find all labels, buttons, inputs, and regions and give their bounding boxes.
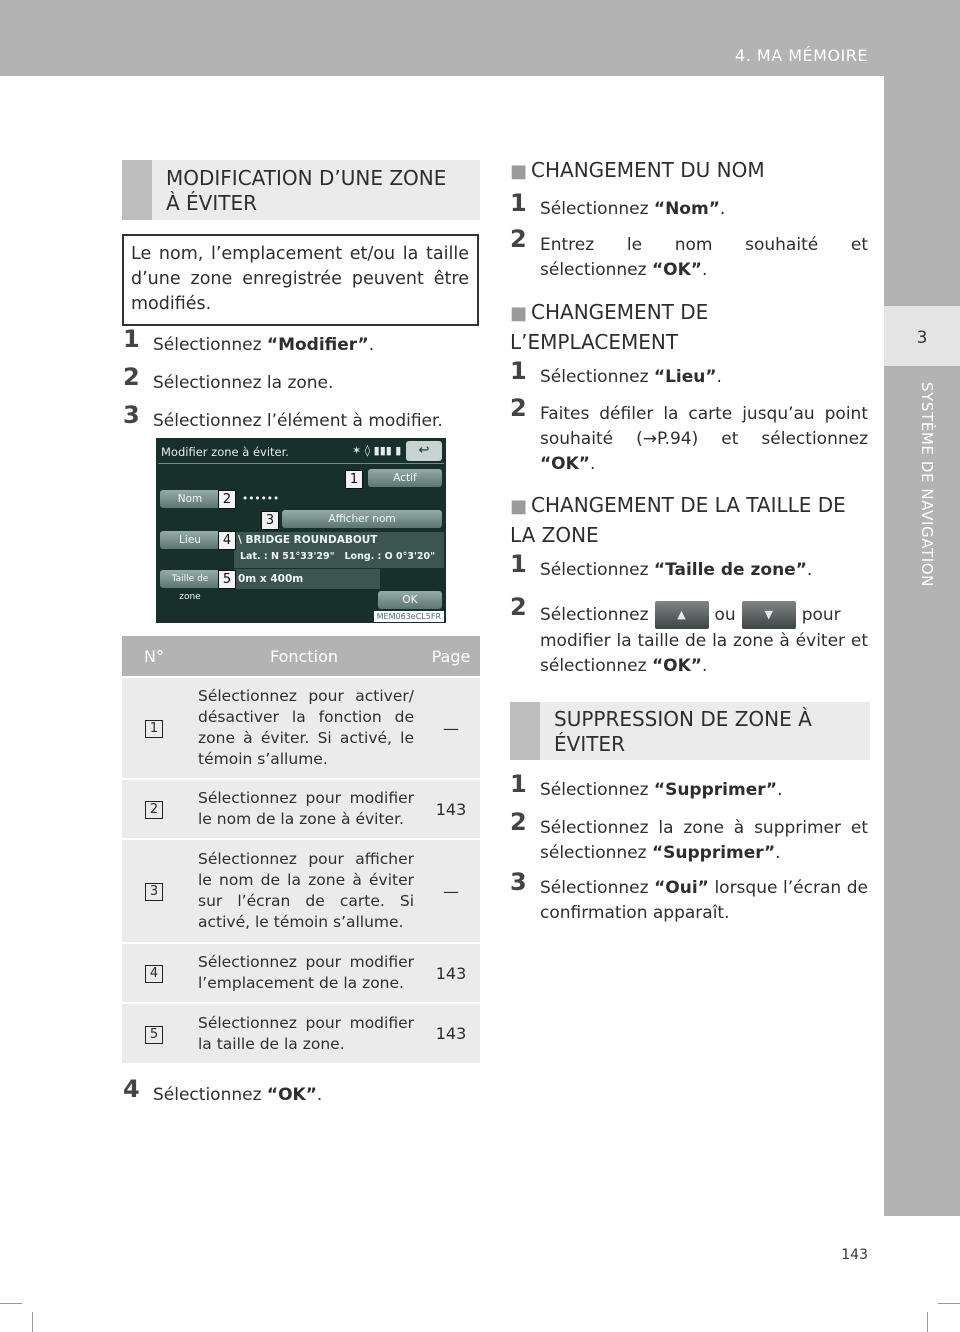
step-number: 2 <box>510 394 527 422</box>
size-down-button[interactable]: ▼ <box>742 601 796 629</box>
location-field <box>234 532 444 568</box>
screen-divider <box>158 463 444 464</box>
step-text-end: . <box>775 843 781 863</box>
step-number: 2 <box>510 593 527 621</box>
longitude: Long. : O 0°3'20" <box>344 551 436 562</box>
row-number: 5 <box>145 1026 163 1044</box>
afficher-nom-button[interactable]: Afficher nom <box>282 510 442 528</box>
latitude: Lat. : N 51°33'29" <box>240 551 335 562</box>
coordinates <box>238 548 444 566</box>
section-header-modify <box>122 160 480 220</box>
table-header-row <box>122 636 480 677</box>
row-number: 1 <box>145 720 163 738</box>
crop-mark <box>32 1312 33 1332</box>
ok-button[interactable]: OK <box>378 591 442 609</box>
crop-mark <box>927 1312 928 1332</box>
section-header-strip <box>122 160 152 220</box>
screen-title: Modifier zone à éviter. <box>161 445 289 459</box>
location-name: \ BRIDGE ROUNDABOUT <box>238 534 378 546</box>
step-keyword: “Taille de zone” <box>653 560 807 580</box>
row-number: 2 <box>145 801 163 819</box>
step-number: 2 <box>510 808 527 836</box>
figure-code: MEM063eCL5FR <box>374 611 444 622</box>
row-page[interactable]: 143 <box>422 943 480 1003</box>
step-2 <box>510 808 868 866</box>
row-number: 3 <box>145 883 163 901</box>
step-1 <box>123 325 469 358</box>
intro-box: Le nom, l’emplacement et/ou la taille d’une zone enregistrée peuvent être modifiés. <box>122 234 479 326</box>
crop-mark <box>0 1303 22 1304</box>
square-bullet-icon: ■ <box>510 496 528 517</box>
step-number: 2 <box>123 363 140 391</box>
step-keyword: “OK” <box>651 260 702 280</box>
actif-button[interactable]: Actif <box>368 469 442 487</box>
step-number: 2 <box>510 225 527 253</box>
page-number: 143 <box>841 1247 868 1263</box>
step-text: Sélectionnez <box>540 605 649 625</box>
table-row <box>122 1003 480 1063</box>
step-1 <box>510 550 868 583</box>
step-2 <box>510 593 868 679</box>
chapter-sidebar <box>884 76 960 1216</box>
step-number: 1 <box>510 357 527 385</box>
step-3 <box>510 868 868 926</box>
step-text-end: . <box>777 780 783 800</box>
subheading-text: CHANGEMENT DE L’EMPLACEMENT <box>510 300 709 354</box>
status-icons: ✶ ◊ ▮▮▮ ▮ <box>352 444 402 457</box>
row-description: Sélectionnez pour modifier la taille de la zone. <box>186 1003 422 1063</box>
step-keyword: “Lieu” <box>653 367 717 387</box>
step-keyword: “Nom” <box>653 199 720 219</box>
nom-button[interactable]: Nom <box>160 490 220 508</box>
step-text: Sélectionnez <box>540 367 654 387</box>
step-text-end: . <box>701 656 708 676</box>
step-keyword: “OK” <box>266 1085 317 1105</box>
row-page[interactable]: 143 <box>422 779 480 839</box>
section-title: SUPPRESSION DE ZONE À ÉVITER <box>554 707 812 756</box>
table-row <box>122 943 480 1003</box>
lieu-button[interactable]: Lieu <box>160 531 220 549</box>
step-text-end: . <box>806 560 813 580</box>
step-1 <box>510 770 868 803</box>
nav-screen-screenshot <box>156 438 446 623</box>
step-number: 3 <box>123 401 140 429</box>
row-description: Sélectionnez pour afficher le nom de la zone à éviter sur l’écran de carte. Si activé, le témoin s’allume. <box>186 839 422 943</box>
row-number: 4 <box>145 965 163 983</box>
step-keyword: “Supprimer” <box>653 780 778 800</box>
callout-tag-4: 4 <box>218 531 236 550</box>
step-text-end: . <box>716 367 722 387</box>
step-number: 1 <box>123 325 140 353</box>
table-row <box>122 839 480 943</box>
step-text-end: . <box>719 199 726 219</box>
step-text: Sélectionnez <box>540 199 654 219</box>
step-text: Sélectionnez <box>153 1085 267 1105</box>
size-up-button[interactable]: ▲ <box>655 601 709 629</box>
row-page: — <box>422 677 480 779</box>
subheading-name-change <box>510 156 870 186</box>
name-value: •••••• <box>242 493 280 505</box>
header-function: Fonction <box>186 636 422 677</box>
section-header-delete <box>510 702 870 760</box>
step-text: Entrez le nom souhaité et sélectionnez <box>540 235 868 280</box>
subheading-text: CHANGEMENT DU NOM <box>531 158 765 182</box>
row-description: Sélectionnez pour modifier l’emplacement de la zone. <box>186 943 422 1003</box>
row-page[interactable]: 143 <box>422 1003 480 1063</box>
table-row <box>122 779 480 839</box>
zone-size-field: 0m x 400m <box>234 569 380 589</box>
crop-mark <box>938 1303 960 1304</box>
callout-tag-5: 5 <box>218 570 236 589</box>
chapter-tab-number[interactable]: 3 <box>884 306 960 366</box>
step-keyword: “Supprimer” <box>651 843 776 863</box>
callout-tag-3: 3 <box>261 511 279 530</box>
step-text: Sélectionnez <box>540 560 654 580</box>
header-num: N° <box>122 636 186 677</box>
step-number: 1 <box>510 189 527 217</box>
step-4 <box>123 1075 469 1108</box>
step-number: 1 <box>510 770 527 798</box>
subheading-text: CHANGEMENT DE LA TAILLE DE LA ZONE <box>510 493 846 547</box>
section-header-strip <box>510 702 540 760</box>
row-page: — <box>422 839 480 943</box>
chapter-title: 4. MA MÉMOIRE <box>735 46 868 65</box>
step-number: 3 <box>510 868 527 896</box>
step-text-end: . <box>701 260 708 280</box>
step-text-end: . <box>589 454 596 474</box>
step-2 <box>510 394 868 477</box>
function-table <box>122 636 480 1063</box>
step-text-cont: pour modifier la taille de la zone à éviter et sélectionnez <box>540 605 868 676</box>
taille-de-zone-button[interactable]: Taille de zone <box>160 570 220 588</box>
chapter-sidebar-label: SYSTÈME DE NAVIGATION <box>918 382 936 587</box>
step-text: Sélectionnez la zone. <box>153 373 334 393</box>
section-title: MODIFICATION D’UNE ZONE À ÉVITER <box>166 166 447 215</box>
square-bullet-icon: ■ <box>510 161 528 182</box>
callout-tag-2: 2 <box>218 490 236 509</box>
callout-tag-1: 1 <box>345 470 363 489</box>
row-description: Sélectionnez pour activer/ désactiver la fonction de zone à éviter. Si activé, le témoin s’allume. <box>186 677 422 779</box>
step-number: 1 <box>510 550 527 578</box>
step-1 <box>510 357 868 390</box>
square-bullet-icon: ■ <box>510 303 528 324</box>
step-keyword: “OK” <box>651 656 702 676</box>
step-text: Sélectionnez <box>540 780 654 800</box>
back-icon[interactable]: ↩ <box>406 441 442 461</box>
step-text: Faites défiler la carte jusqu’au point souhaité (→P.94) et sélectionnez <box>540 404 868 449</box>
step-text-end: . <box>316 1085 323 1105</box>
step-2 <box>123 363 469 396</box>
step-text: Sélectionnez la zone à supprimer et sélectionnez <box>540 818 868 863</box>
step-2 <box>510 225 868 283</box>
step-text: Sélectionnez <box>153 335 267 355</box>
step-text-end: lorsque l’écran de confirmation apparaît. <box>540 878 868 923</box>
subheading-location-change <box>510 298 870 356</box>
step-text-or: ou <box>714 605 736 625</box>
step-keyword: “OK” <box>540 454 590 474</box>
step-1 <box>510 189 868 222</box>
step-text: Sélectionnez l’élément à modifier. <box>153 411 443 431</box>
step-keyword: “Modifier” <box>266 335 369 355</box>
header-page: Page <box>422 636 480 677</box>
step-text-end: . <box>368 335 375 355</box>
step-number: 4 <box>123 1075 140 1103</box>
step-3 <box>123 401 469 434</box>
subheading-size-change <box>510 491 870 549</box>
step-text: Sélectionnez <box>540 878 655 898</box>
step-keyword: “Oui” <box>654 878 709 898</box>
table-row <box>122 677 480 779</box>
row-description: Sélectionnez pour modifier le nom de la zone à éviter. <box>186 779 422 839</box>
